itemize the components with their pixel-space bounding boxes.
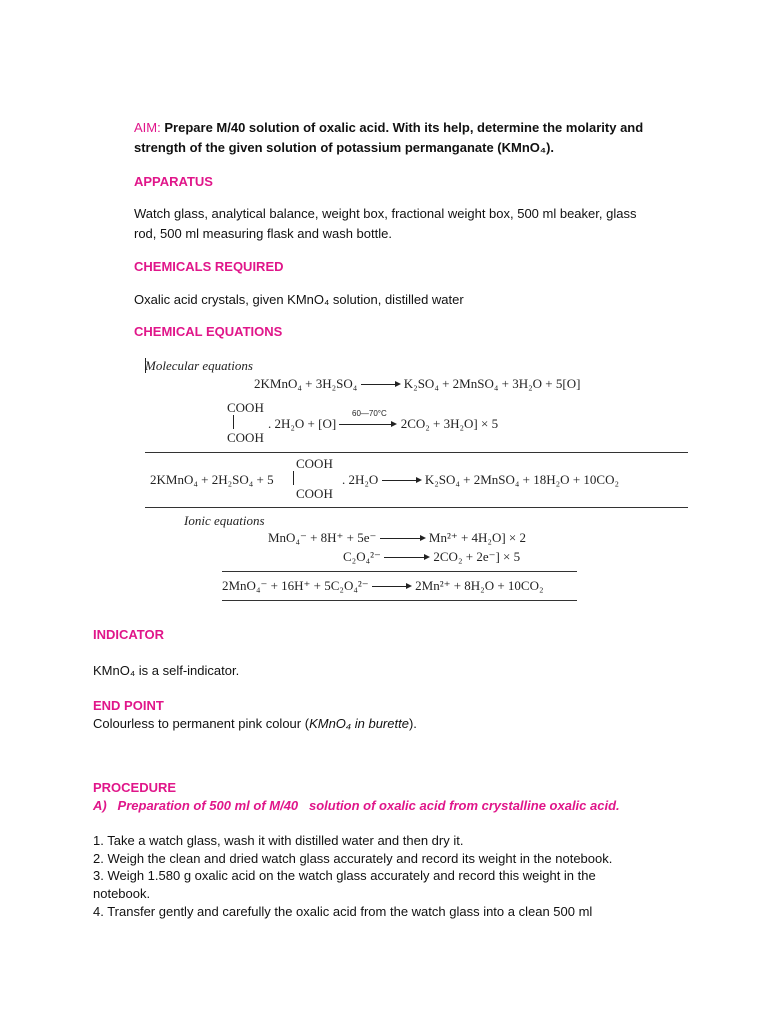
procedure-step-1: 1. Take a watch glass, wash it with distilled water and then dry it. — [93, 833, 464, 848]
overall-equation-right — [342, 472, 619, 488]
divider-rule — [145, 452, 688, 453]
divider-rule — [145, 507, 688, 508]
ion1-products: Mn²⁺ + 4H₂O] × 2 — [428, 530, 527, 545]
reaction-arrow-icon — [339, 420, 397, 430]
apparatus-text-2: rod, 500 ml measuring flask and wash bottle. — [134, 226, 392, 241]
apparatus-text-1: Watch glass, analytical balance, weight box, fractional weight box, 500 ml beaker, glass — [134, 206, 637, 221]
end-point-text — [93, 715, 417, 733]
reaction-arrow-icon — [361, 380, 401, 390]
procedure-step-3-cont: notebook. — [93, 886, 151, 901]
end-point-text-end: ). — [408, 716, 417, 731]
indicator-heading: INDICATOR — [93, 627, 165, 642]
eq3-water: . 2H₂O — [342, 472, 379, 487]
ion3-reactants: 2MnO₄⁻ + 16H⁺ + 5C₂O₄²⁻ — [222, 578, 369, 593]
oxalic-cooh-top: COOH — [227, 400, 264, 415]
aim-line-1: AIM: Prepare M/40 solution of oxalic acid. With its help, determine the molarity and — [134, 120, 644, 135]
divider-rule — [222, 571, 577, 572]
eq2-products: 2CO₂ + 3H₂O] × 5 — [400, 416, 499, 431]
apparatus-heading: APPARATUS — [134, 174, 213, 189]
ion2-reactants: C₂O₄²⁻ — [343, 549, 381, 564]
eq1-reactants: 2KMnO₄ + 3H₂SO₄ — [254, 376, 358, 391]
molecular-equation-1 — [254, 376, 580, 392]
ion2-products: 2CO₂ + 2e⁻] × 5 — [433, 549, 521, 564]
chemicals-heading: CHEMICALS REQUIRED — [134, 259, 284, 274]
overall-cooh-bottom: COOH — [296, 486, 333, 501]
divider-rule — [222, 600, 577, 601]
temperature-condition: 60—70°C — [352, 409, 387, 418]
ion3-products: 2Mn²⁺ + 8H₂O + 10CO₂ — [415, 578, 544, 593]
reaction-arrow-icon — [384, 553, 430, 563]
end-point-text-italic: KMnO₄ in burette — [309, 716, 409, 731]
chemicals-text: Oxalic acid crystals, given KMnO₄ solution, distilled water — [134, 292, 464, 307]
procedure-heading: PROCEDURE — [93, 780, 177, 795]
ion1-reactants: MnO₄⁻ + 8H⁺ + 5e⁻ — [268, 530, 377, 545]
procedure-step-4: 4. Transfer gently and carefully the oxalic acid from the watch glass into a clean 500 ml — [93, 904, 593, 919]
overall-oxalic-bond — [293, 471, 294, 485]
ionic-equations-heading: Ionic equations — [184, 513, 265, 528]
oxalic-bond — [233, 415, 234, 429]
molecular-equation-2 — [268, 416, 498, 432]
ionic-equation-2 — [343, 549, 520, 565]
oxalic-cooh-bottom: COOH — [227, 430, 264, 445]
reaction-arrow-icon — [372, 582, 412, 592]
indicator-text: KMnO₄ is a self-indicator. — [93, 663, 240, 678]
aim-text-1: Prepare M/40 solution of oxalic acid. With its help, determine the molarity and — [164, 120, 644, 135]
procedure-step-3: 3. Weigh 1.580 g oxalic acid on the watch glass accurately and record this weight in the — [93, 868, 596, 883]
eq1-products: K₂SO₄ + 2MnSO₄ + 3H₂O + 5[O] — [403, 376, 581, 391]
aim-text-2: strength of the given solution of potassium permanganate (KMnO₄). — [134, 140, 555, 155]
ionic-equation-overall — [222, 578, 544, 594]
procedure-subheading: A) Preparation of 500 ml of M/40 solution of oxalic acid from crystalline oxalic acid. — [93, 798, 620, 813]
eq3-products: K₂SO₄ + 2MnSO₄ + 18H₂O + 10CO₂ — [424, 472, 619, 487]
end-point-text-start: Colourless to permanent pink colour ( — [93, 716, 310, 731]
aim-label: AIM — [134, 120, 158, 135]
molecular-equations-heading: Molecular equations — [145, 358, 253, 373]
reaction-arrow-icon — [382, 476, 422, 486]
ionic-equation-1 — [268, 530, 526, 546]
margin-mark — [145, 358, 146, 373]
equations-heading: CHEMICAL EQUATIONS — [134, 324, 283, 339]
overall-cooh-top: COOH — [296, 456, 333, 471]
procedure-step-2: 2. Weigh the clean and dried watch glass accurately and record its weight in the notebook. — [93, 851, 613, 866]
overall-equation-left: 2KMnO₄ + 2H₂SO₄ + 5 — [150, 472, 274, 487]
eq2-reactants: . 2H₂O + [O] — [268, 416, 337, 431]
reaction-arrow-icon — [380, 534, 426, 544]
end-point-heading: END POINT — [93, 698, 164, 713]
